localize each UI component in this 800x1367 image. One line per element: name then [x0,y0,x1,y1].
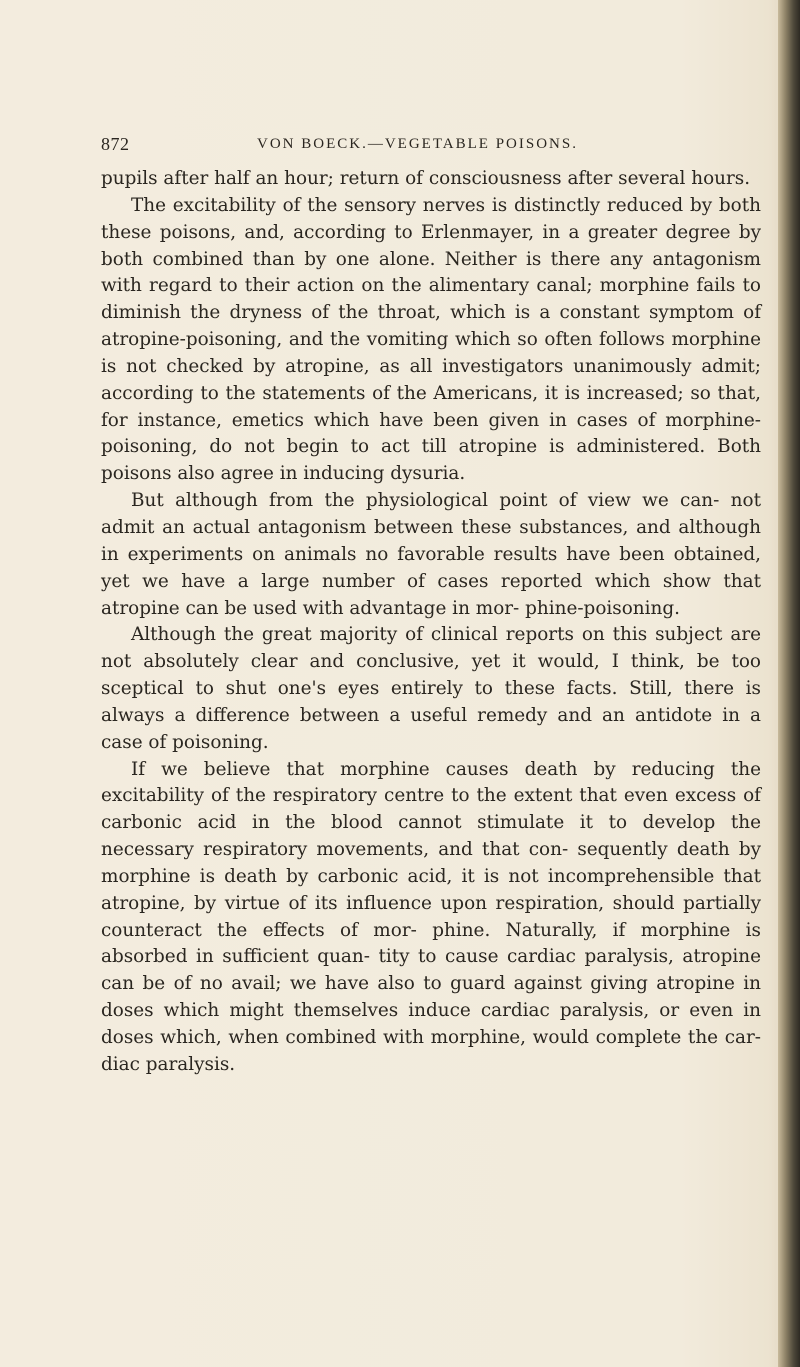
paragraph: The excitability of the sensory nerves is distinctly reduced by both these poisons, and, according to Erlenmayer, in a greater degree by both combined than by one alone. Neither is there any antagonism with regard to their action on the alimentary canal; morphine fails to diminish the dryness of the throat, which is a constant symptom of atropine-poisoning, and the vomiting which so often follows morphine is not checked by atropine, as all investigators unanimously admit; according to the statements of the Americans, it is increased; so that, for instance, emetics which have been given in cases of morphine-poisoning, do not begin to act till atropine is administered. Both poisons also agree in inducing dysuria. [101,194,761,485]
book-spine-shadow [778,0,800,1367]
body-text [101,166,761,1079]
paragraph: If we believe that morphine causes death by reducing the excitability of the respiratory centre to the extent that even excess of carbonic acid in the blood cannot stimulate it to develop the necessary respiratory movements, and that con- sequently death by morphine is death by carbonic acid, it is not incomprehensible that atropine, by virtue of its influence upon respiration, should partially counteract the effects of mor- phine. Naturally, if morphine is absorbed in sufficient quan- tity to cause cardiac paralysis, atropine can be of no avail; we have also to guard against giving atropine in doses which might themselves induce cardiac paralysis, or even in doses which, when combined with morphine, would complete the car- diac paralysis. [101,758,761,1075]
paragraph: But although from the physiological point of view we can- not admit an actual antagonism between these substances, and although in experiments on animals no favorable results have been obtained, yet we have a large number of cases reported which show that atropine can be used with advantage in mor- phine-poisoning. [101,490,761,619]
page-header [101,134,761,158]
paragraph: Although the great majority of clinical reports on this subject are not absolutely clear and conclusive, yet it would, I think, be too sceptical to shut one's eyes entirely to these facts. Still, there is always a difference between a useful remedy and an antidote in a case of poisoning. [101,624,761,753]
page-number: 872 [101,134,130,154]
paragraph-continuation: pupils after half an hour; return of consciousness after several hours. [101,168,751,189]
running-head: VON BOECK.—VEGETABLE POISONS. [257,136,578,152]
